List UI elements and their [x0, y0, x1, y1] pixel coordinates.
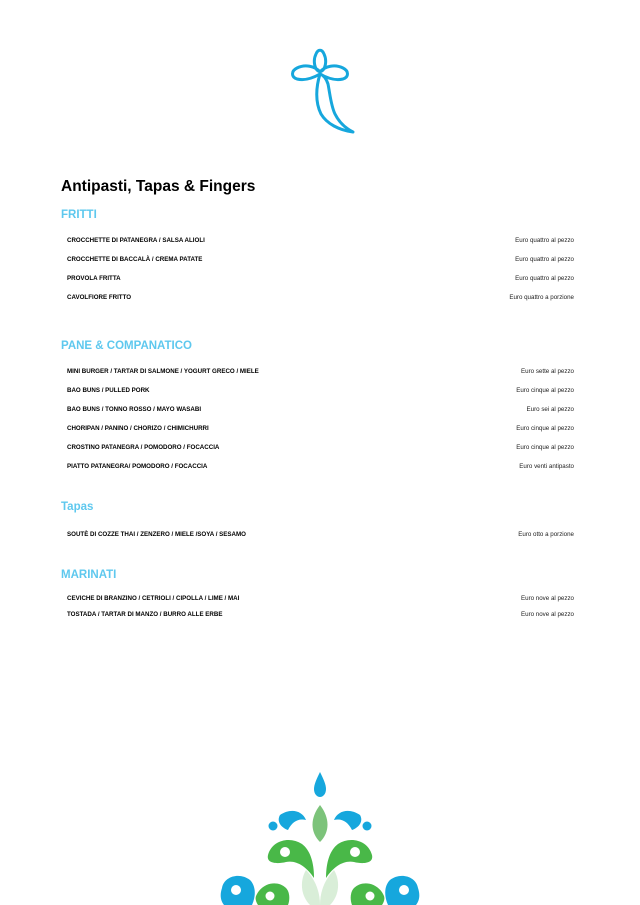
menu-item: [67, 252, 574, 266]
menu-item: [67, 527, 574, 541]
item-price: Euro quattro a porzione: [509, 293, 574, 301]
item-price: Euro cinque al pezzo: [516, 443, 574, 451]
item-name: CROCCHETTE DI PATANEGRA / SALSA ALIOLI: [67, 236, 205, 244]
menu-item: [67, 383, 574, 397]
menu-item: [67, 607, 574, 621]
item-name: SOUTÈ DI COZZE THAI / ZENZERO / MIELE /SOYA / SESAMO: [67, 530, 246, 538]
menu-item: [67, 364, 574, 378]
item-name: PROVOLA FRITTA: [67, 274, 121, 282]
menu-item: [67, 421, 574, 435]
cross-logo-icon: [283, 32, 357, 134]
menu-item: [67, 591, 574, 605]
section-heading-tapas: Tapas: [61, 501, 94, 513]
item-price: Euro sette al pezzo: [521, 367, 574, 375]
item-price: Euro otto a porzione: [518, 530, 574, 538]
menu-item: [67, 440, 574, 454]
item-name: BAO BUNS / PULLED PORK: [67, 386, 150, 394]
item-name: CROSTINO PATANEGRA / POMODORO / FOCACCIA: [67, 443, 220, 451]
item-name: CEVICHE DI BRANZINO / CETRIOLI / CIPOLLA / LIME / MAI: [67, 594, 240, 602]
item-price: Euro cinque al pezzo: [516, 424, 574, 432]
floral-ornament-icon: [210, 770, 430, 905]
page-title: Antipasti, Tapas & Fingers: [61, 178, 256, 195]
item-price: Euro nove al pezzo: [521, 610, 574, 618]
item-name: PIATTO PATANEGRA/ POMODORO / FOCACCIA: [67, 462, 208, 470]
item-name: MINI BURGER / TARTAR DI SALMONE / YOGURT GRECO / MIELE: [67, 367, 259, 375]
menu-item: [67, 271, 574, 285]
item-price: Euro venti antipasto: [519, 462, 574, 470]
menu-item: [67, 402, 574, 416]
item-name: BAO BUNS / TONNO ROSSO / MAYO WASABI: [67, 405, 202, 413]
item-price: Euro quattro al pezzo: [515, 255, 574, 263]
menu-item: [67, 290, 574, 304]
menu-item: [67, 459, 574, 473]
item-price: Euro sei al pezzo: [526, 405, 574, 413]
item-name: TOSTADA / TARTAR DI MANZO / BURRO ALLE ERBE: [67, 610, 223, 618]
section-heading-marinati: MARINATI: [61, 569, 117, 581]
item-name: CAVOLFIORE FRITTO: [67, 293, 132, 301]
section-heading-pane-companatico: PANE & COMPANATICO: [61, 340, 192, 352]
item-price: Euro cinque al pezzo: [516, 386, 574, 394]
item-name: CHORIPAN / PANINO / CHORIZO / CHIMICHURRI: [67, 424, 209, 432]
item-name: CROCCHETTE DI BACCALÀ / CREMA PATATE: [67, 255, 203, 263]
section-heading-fritti: FRITTI: [61, 209, 97, 221]
item-price: Euro nove al pezzo: [521, 594, 574, 602]
item-price: Euro quattro al pezzo: [515, 274, 574, 282]
menu-item: [67, 233, 574, 247]
item-price: Euro quattro al pezzo: [515, 236, 574, 244]
